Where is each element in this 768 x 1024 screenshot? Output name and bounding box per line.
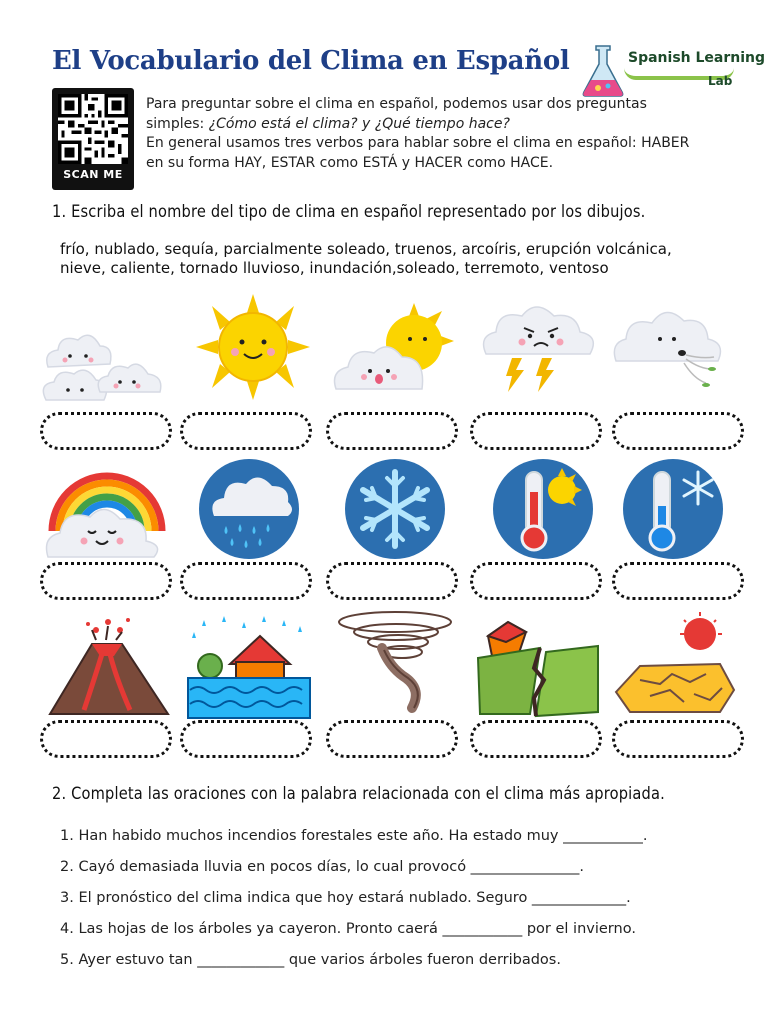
intro-text: simples:: [146, 115, 209, 132]
logo-text-lab: Lab: [708, 74, 733, 88]
cold-thermometer-icon: [616, 454, 746, 564]
intro-line: Para preguntar sobre el clima en español, podemos usar dos preguntas: [146, 96, 647, 112]
answer-box[interactable]: [40, 720, 172, 758]
sentence-item: 3. El pronóstico del clima indica que hoy estará nublado. Seguro _____________.: [60, 890, 631, 906]
logo: [574, 40, 766, 102]
answer-box[interactable]: [326, 562, 458, 600]
answer-box[interactable]: [326, 412, 458, 450]
thunderstorm-icon: [476, 292, 606, 402]
intro-line: En general usamos tres verbos para hablar sobre el clima en español: HABER: [146, 135, 690, 151]
section1-heading: 1. Escriba el nombre del tipo de clima en español representado por los dibujos.: [52, 202, 646, 222]
answer-box[interactable]: [470, 720, 602, 758]
page-title: El Vocabulario del Clima en Español: [52, 46, 570, 76]
drought-icon: [610, 610, 740, 720]
intro-questions: ¿Cómo está el clima? y ¿Qué tiempo hace?: [208, 115, 510, 132]
answer-box[interactable]: [326, 720, 458, 758]
answer-box[interactable]: [612, 412, 744, 450]
rainbow-icon: [42, 456, 172, 566]
answer-box[interactable]: [470, 562, 602, 600]
answer-box[interactable]: [40, 562, 172, 600]
flask-logo-icon: [580, 44, 626, 98]
section2-heading: 2. Completa las oraciones con la palabra relacionada con el clima más apropiada.: [52, 784, 665, 804]
word-bank: frío, nublado, sequía, parcialmente soleado, truenos, arcoíris, erupción volcánica, nieve, caliente, tornado lluvioso, inundación,soleado, terremoto, ventoso: [60, 240, 672, 277]
sentence-item: 2. Cayó demasiada lluvia en pocos días, lo cual provocó _______________.: [60, 859, 585, 875]
sentence-item: 4. Las hojas de los árboles ya cayeron. Pronto caerá ___________ por el invierno.: [60, 921, 636, 937]
earthquake-icon: [474, 608, 604, 718]
answer-box[interactable]: [40, 412, 172, 450]
intro-line: [146, 115, 736, 135]
qr-label: SCAN ME: [63, 168, 123, 181]
hot-thermometer-icon: [478, 454, 608, 564]
partly-sunny-icon: [330, 296, 460, 406]
sentence-list: [60, 824, 740, 979]
intro-paragraph: [146, 95, 736, 173]
answer-box[interactable]: [612, 720, 744, 758]
clouds-icon: [38, 312, 168, 422]
answer-box[interactable]: [180, 720, 312, 758]
rain-cloud-icon: [184, 454, 314, 564]
tornado-icon: [330, 608, 460, 718]
qr-code-icon: [58, 94, 128, 164]
logo-text: Spanish Learning: [628, 50, 766, 66]
snowflake-icon: [330, 454, 460, 564]
flood-icon: [184, 614, 314, 724]
volcano-icon: [44, 610, 174, 720]
qr-code[interactable]: [52, 88, 134, 190]
answer-box[interactable]: [470, 412, 602, 450]
answer-box[interactable]: [612, 562, 744, 600]
sentence-item: 1. Han habido muchos incendios forestales este año. Ha estado muy ___________.: [60, 828, 648, 844]
answer-box[interactable]: [180, 412, 312, 450]
windy-cloud-icon: [610, 294, 740, 404]
sun-icon: [188, 292, 318, 402]
answer-box[interactable]: [180, 562, 312, 600]
intro-line: en su forma HAY, ESTAR como ESTÁ y HACER como HACE.: [146, 154, 554, 171]
sentence-item: 5. Ayer estuvo tan ____________ que varios árboles fueron derribados.: [60, 952, 561, 968]
